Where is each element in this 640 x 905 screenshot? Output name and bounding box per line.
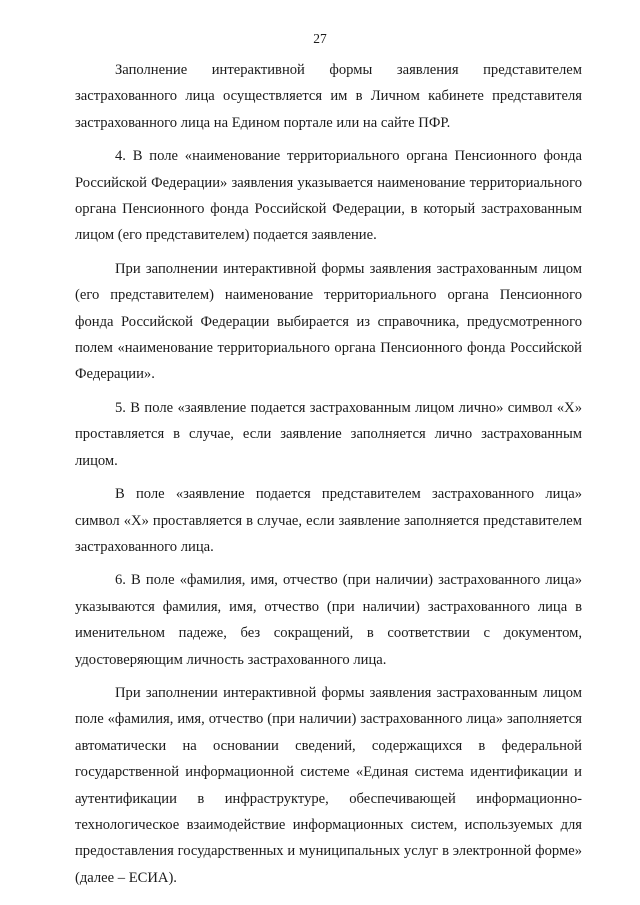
paragraph-item-6: 6. В поле «фамилия, имя, отчество (при наличии) застрахованного лица» указываются фамилия, имя, отчество (при наличии) застрахованного лица в именительном падеже, без сокращений, в соответствии с документом, удостоверяющим личность застрахованного лица. xyxy=(75,572,582,668)
page-number: 27 xyxy=(313,31,327,46)
document-body xyxy=(75,57,582,891)
paragraph-item-5: 5. В поле «заявление подается застрахованным лицом лично» символ «X» проставляется в случае, если заявление заполняется лично застрахованным лицом. xyxy=(75,399,582,469)
paragraph-item-6-interactive: При заполнении интерактивной формы заявления застрахованным лицом поле «фамилия, имя, отчество (при наличии) застрахованного лица» заполняется автоматически на основании сведений, содержащихся в федеральной государственной информационной системе «Единая система идентификации и аутентификации в инфраструктуре, обеспечивающей информационно-технологическое взаимодействие информационных систем, используемых для предоставления государственных и муниципальных услуг в электронной форме» (далее – ЕСИА). xyxy=(75,684,582,886)
paragraph-representative-form: Заполнение интерактивной формы заявления представителем застрахованного лица осуществляется им в Личном кабинете представителя застрахованного лица на Едином портале или на сайте ПФР. xyxy=(75,62,582,131)
paragraph-item-4: 4. В поле «наименование территориального органа Пенсионного фонда Российской Федерации» заявления указывается наименование территориального органа Пенсионного фонда Российской Федерации, в который застрахованным лицом (его представителем) подается заявление. xyxy=(75,148,582,244)
paragraph-item-5-representative: В поле «заявление подается представителем застрахованного лица» символ «X» проставляется в случае, если заявление заполняется представителем застрахованного лица. xyxy=(75,486,582,555)
paragraph-item-4-interactive: При заполнении интерактивной формы заявления застрахованным лицом (его представителем) наименование территориального органа Пенсионного фонда Российской Федерации выбирается из справочника, предусмотренного полем «наименование территориального органа Пенсионного фонда Российской Федерации». xyxy=(75,260,582,383)
